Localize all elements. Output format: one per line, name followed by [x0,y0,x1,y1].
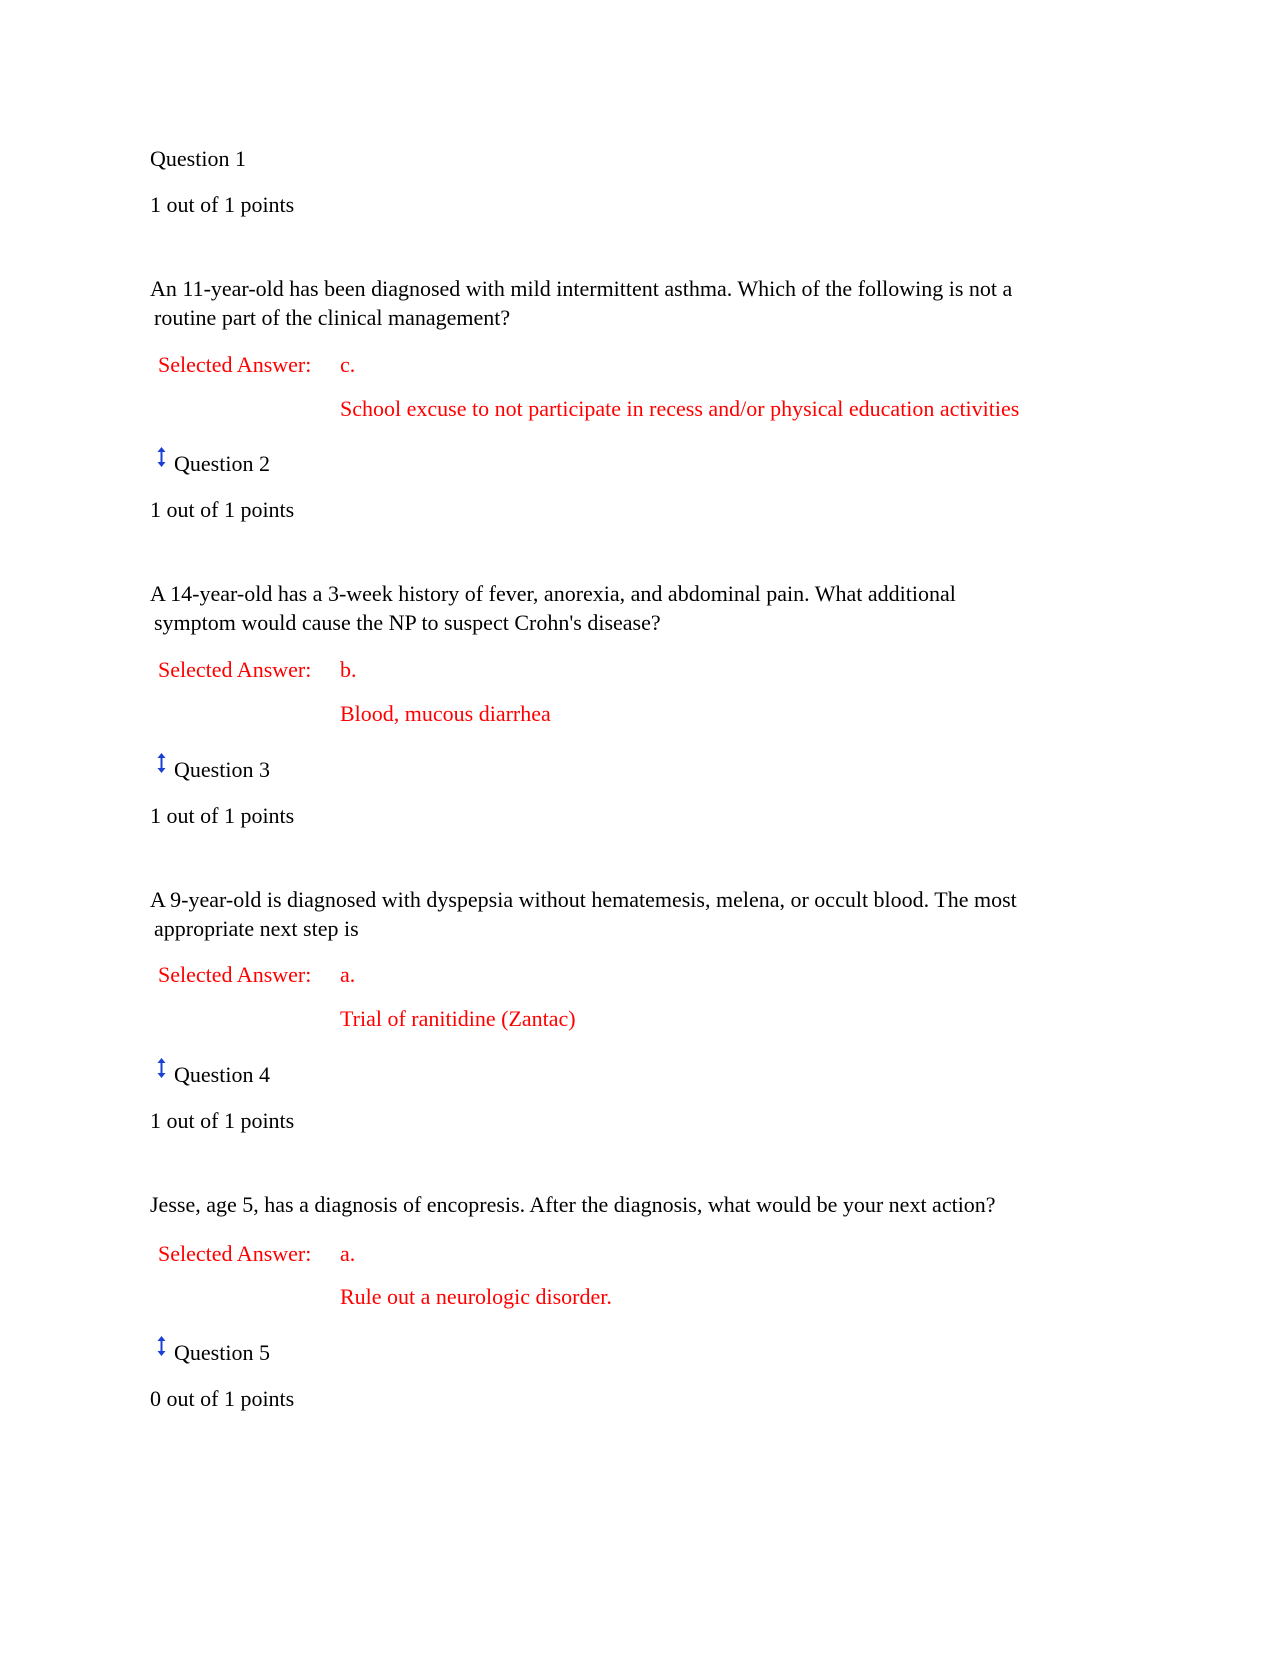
question-text [150,579,1110,637]
selected-answer-letter: a. [340,962,356,987]
selected-answer-letter: c. [340,352,356,377]
selected-answer-letter: b. [340,657,357,682]
question-text-line-2: symptom would cause the NP to suspect Crohn's disease? [154,610,661,635]
question-heading [150,451,270,477]
question-title: Question 3 [174,757,270,782]
question-text-line-1: A 9-year-old is diagnosed with dyspepsia without hematemesis, melena, or occult blood. The most [150,887,1017,912]
question-text [150,274,1110,332]
question-title: Question 5 [174,1340,270,1365]
selected-answer-label: Selected Answer: [158,962,312,987]
question-points: 1 out of 1 points [150,497,295,522]
selected-answer-label: Selected Answer: [158,1241,312,1266]
question-title: Question 2 [174,451,270,476]
question-text [150,885,1110,943]
question-heading [150,1340,270,1366]
question-points: 1 out of 1 points [150,192,295,217]
move-vertical-icon[interactable] [156,1335,167,1357]
selected-answer-text: School excuse to not participate in recess and/or physical education activities [340,396,1020,421]
question-title: Question 1 [150,146,246,171]
question-heading [150,146,246,172]
question-title: Question 4 [174,1062,270,1087]
question-points: 0 out of 1 points [150,1386,295,1411]
question-text [150,1190,1110,1219]
question-text-line-1: Jesse, age 5, has a diagnosis of encopresis. After the diagnosis, what would be your next action? [150,1192,996,1217]
question-text-line-1: An 11-year-old has been diagnosed with mild intermittent asthma. Which of the following is not a [150,276,1013,301]
selected-answer-label: Selected Answer: [158,352,312,377]
selected-answer-text: Blood, mucous diarrhea [340,701,551,726]
selected-answer-label: Selected Answer: [158,657,312,682]
question-heading [150,757,270,783]
selected-answer-text: Rule out a neurologic disorder. [340,1284,612,1309]
move-vertical-icon[interactable] [156,752,167,774]
move-vertical-icon[interactable] [156,1057,167,1079]
question-heading [150,1062,270,1088]
question-points: 1 out of 1 points [150,803,295,828]
selected-answer-text: Trial of ranitidine (Zantac) [340,1006,576,1031]
question-points: 1 out of 1 points [150,1108,295,1133]
move-vertical-icon[interactable] [156,446,167,468]
selected-answer-letter: a. [340,1241,356,1266]
question-text-line-2: routine part of the clinical management? [154,305,511,330]
question-text-line-1: A 14-year-old has a 3-week history of fever, anorexia, and abdominal pain. What additional [150,581,956,606]
question-text-line-2: appropriate next step is [154,916,359,941]
